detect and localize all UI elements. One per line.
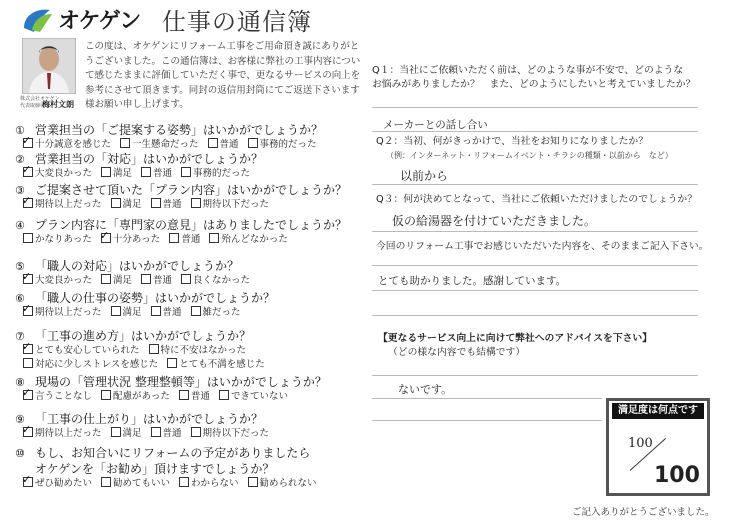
checkbox[interactable] bbox=[181, 167, 191, 177]
option-label: 雑だった bbox=[202, 307, 241, 318]
question-5 bbox=[15, 258, 365, 288]
question-number: ⑥ bbox=[15, 292, 25, 305]
question-text: 現場の「管理状況 整理整頓等」はいかがでしょうか？ bbox=[35, 375, 327, 389]
answer-line bbox=[372, 231, 698, 232]
question-1 bbox=[15, 122, 365, 152]
option-label: 普通 bbox=[190, 391, 210, 402]
option-item[interactable] bbox=[151, 428, 182, 439]
question-title bbox=[15, 182, 365, 198]
option-item[interactable] bbox=[111, 199, 142, 210]
question-title bbox=[15, 258, 365, 274]
position-caption: 代表取締役 bbox=[20, 103, 46, 109]
options-row bbox=[15, 477, 365, 491]
question-title bbox=[15, 151, 365, 167]
checkbox-checked[interactable] bbox=[23, 167, 33, 177]
q2-answer[interactable]: 以前から bbox=[400, 169, 449, 183]
option-item[interactable] bbox=[141, 275, 172, 286]
option-label: 期待以上だった bbox=[35, 307, 102, 318]
option-label: 普通 bbox=[219, 139, 239, 150]
checkbox[interactable] bbox=[208, 138, 218, 148]
option-label: 勧めてもいい bbox=[113, 478, 171, 489]
q5-answer[interactable]: ないです。 bbox=[398, 383, 453, 396]
option-label: 普通 bbox=[162, 428, 182, 439]
answer-line bbox=[372, 290, 698, 291]
option-item[interactable] bbox=[23, 234, 92, 245]
q5-text-line1: 【更なるサービス向上に向けて弊社へのアドバイスを下さい】 bbox=[378, 333, 653, 344]
option-item[interactable] bbox=[23, 345, 140, 356]
option-label: 配慮があった bbox=[113, 391, 170, 402]
option-item[interactable] bbox=[248, 139, 317, 150]
q2-text: Q２：当初、何がきっかけで、当社をお知りになりましたか？ bbox=[376, 136, 649, 147]
option-label: 期待以上だった bbox=[35, 199, 102, 210]
option-label: 普通 bbox=[162, 199, 182, 210]
q5-text-line2: （どの様な内容でも結構です） bbox=[388, 347, 526, 358]
q4-text: 今回のリフォーム工事でお感じいただいた内容を、そのままご記入下さい。 bbox=[376, 241, 709, 252]
checkbox[interactable] bbox=[101, 390, 111, 400]
option-item[interactable] bbox=[167, 359, 265, 370]
question-8 bbox=[15, 374, 365, 404]
question-text: 営業担当の「ご提案する姿勢」はいかがでしょうか？ bbox=[35, 123, 324, 137]
checkbox[interactable] bbox=[151, 198, 161, 208]
question-2 bbox=[15, 151, 365, 181]
question-number: ④ bbox=[15, 219, 25, 232]
option-item[interactable] bbox=[179, 391, 210, 402]
option-label: 満足 bbox=[122, 307, 142, 318]
option-item[interactable] bbox=[111, 428, 142, 439]
question-text: 営業担当の「対応」はいかがでしょうか？ bbox=[35, 152, 264, 166]
okegen-logo-icon bbox=[20, 6, 54, 34]
question-title bbox=[15, 374, 365, 390]
checkbox-checked[interactable] bbox=[23, 427, 33, 437]
option-item[interactable] bbox=[23, 391, 92, 402]
option-label: とても安心していられた bbox=[35, 345, 140, 356]
checkbox[interactable] bbox=[151, 306, 161, 316]
options-row bbox=[15, 344, 365, 358]
option-label: 満足 bbox=[113, 275, 133, 286]
option-item[interactable] bbox=[23, 478, 92, 489]
checkbox-checked[interactable] bbox=[23, 198, 33, 208]
option-label: 十分あった bbox=[112, 234, 161, 245]
question-4 bbox=[15, 217, 365, 247]
checkbox-checked[interactable] bbox=[23, 477, 33, 487]
options-row bbox=[15, 306, 365, 320]
question-title bbox=[15, 217, 365, 233]
q3-answer[interactable]: 仮の給湯器を付けていただきました。 bbox=[392, 214, 597, 228]
checkbox[interactable] bbox=[248, 477, 258, 487]
option-label: とても不満を感じた bbox=[179, 358, 265, 370]
checkbox[interactable] bbox=[111, 427, 121, 437]
option-item[interactable] bbox=[111, 307, 142, 318]
company-caption: 株式会社オケゲン bbox=[20, 96, 60, 102]
score-max: 100 bbox=[654, 463, 700, 488]
question-number: ⑨ bbox=[15, 413, 25, 426]
option-label: 大変良かった bbox=[35, 168, 93, 179]
question-6 bbox=[15, 290, 365, 320]
q1-text-line2: お悩みがありましたか？ また、どのようにしたいと考えていましたか？ bbox=[372, 79, 696, 90]
checkbox[interactable] bbox=[23, 233, 33, 243]
option-item[interactable] bbox=[23, 199, 102, 210]
option-label: 対応に少しストレスを感じた bbox=[35, 358, 159, 370]
option-item[interactable] bbox=[208, 139, 239, 150]
question-text: 「工事の仕上がり」はいかがでしょうか？ bbox=[35, 412, 264, 426]
option-label: 勧められない bbox=[259, 478, 317, 489]
checkbox-checked[interactable] bbox=[101, 233, 111, 243]
checkbox-checked[interactable] bbox=[23, 306, 33, 316]
option-item[interactable] bbox=[23, 307, 102, 318]
checkbox[interactable] bbox=[191, 198, 201, 208]
option-label: 良くなかった bbox=[193, 275, 251, 286]
page-title: 仕事の通信簿 bbox=[162, 8, 312, 36]
option-label: 特に不安はなかった bbox=[160, 345, 247, 356]
question-10 bbox=[15, 445, 365, 491]
intro-paragraph: この度は、オケゲンにリフォーム工事をご用命頂き誠にありがとうございました。この通信簿は、お客様に弊社の工事内容について感じたままに評価していただく事で、更なるサービスの向上を参考にさせて頂きます。同封の返信用封筒にてご返送下さいます様お願い申し上げます。 bbox=[85, 41, 361, 111]
q1-text-line1: Q１：当社にご依頼いただく前は、どのような事が不安で、どのような bbox=[372, 65, 684, 76]
option-label: 事務的だった bbox=[259, 139, 317, 150]
q4-answer[interactable]: とても助かりました。感謝しています。 bbox=[378, 275, 567, 287]
checkbox-checked[interactable] bbox=[23, 390, 33, 400]
options-row bbox=[15, 167, 365, 181]
question-title bbox=[15, 122, 365, 138]
president-signature: 梅村文朗 bbox=[42, 99, 74, 109]
checkbox[interactable] bbox=[191, 306, 201, 316]
option-item[interactable] bbox=[23, 359, 158, 370]
checkbox[interactable] bbox=[111, 198, 121, 208]
checkbox[interactable] bbox=[141, 274, 151, 284]
option-item[interactable] bbox=[23, 275, 92, 286]
option-item[interactable] bbox=[191, 307, 241, 318]
checkbox[interactable] bbox=[219, 390, 229, 400]
option-item[interactable] bbox=[209, 234, 288, 245]
option-item[interactable] bbox=[23, 168, 92, 179]
checkbox[interactable] bbox=[169, 233, 179, 243]
checkbox[interactable] bbox=[120, 138, 130, 148]
brand-name: オケゲン bbox=[58, 9, 141, 34]
question-text-line2: オケゲンを「お勧め」頂けますでしょうか？ bbox=[35, 462, 275, 476]
option-item[interactable] bbox=[120, 139, 199, 150]
question-text: もし、お知合いにリフォームの予定がありましたら bbox=[35, 446, 311, 460]
checkbox[interactable] bbox=[23, 358, 33, 368]
checkbox-checked[interactable] bbox=[23, 138, 33, 148]
options-row bbox=[15, 390, 365, 404]
option-label: 普通 bbox=[162, 307, 182, 318]
option-item[interactable] bbox=[181, 275, 250, 286]
option-label: 事務的だった bbox=[193, 168, 251, 179]
options-row bbox=[15, 198, 365, 212]
question-number: ② bbox=[15, 153, 25, 166]
option-label: 大変良かった bbox=[35, 275, 93, 286]
question-title bbox=[15, 328, 365, 344]
checkbox[interactable] bbox=[149, 344, 159, 354]
option-item[interactable] bbox=[248, 478, 317, 489]
checkbox[interactable] bbox=[101, 274, 111, 284]
option-item[interactable] bbox=[181, 168, 250, 179]
option-label: 満足 bbox=[122, 199, 142, 210]
option-item[interactable] bbox=[101, 168, 132, 179]
option-label: わからない bbox=[191, 478, 239, 489]
option-item[interactable] bbox=[101, 478, 170, 489]
option-item[interactable] bbox=[23, 139, 111, 150]
checkbox[interactable] bbox=[179, 390, 189, 400]
option-label: 言うことなし bbox=[35, 391, 93, 402]
option-item[interactable] bbox=[141, 168, 172, 179]
question-3 bbox=[15, 182, 365, 212]
checkbox-checked[interactable] bbox=[23, 344, 33, 354]
answer-line bbox=[372, 315, 698, 316]
question-text: 「工事の進め方」はいかがでしょうか？ bbox=[35, 329, 252, 343]
checkbox[interactable] bbox=[179, 477, 189, 487]
checkbox[interactable] bbox=[209, 233, 219, 243]
checkbox[interactable] bbox=[111, 306, 121, 316]
score-handwritten[interactable]: 100 bbox=[628, 436, 653, 451]
question-text: 「職人の対応」はいかがでしょうか？ bbox=[35, 259, 240, 273]
question-number: ⑦ bbox=[15, 330, 25, 343]
question-text: プラン内容に「専門家の意見」はありましたでしょうか？ bbox=[35, 218, 348, 232]
option-item[interactable] bbox=[169, 234, 200, 245]
q1-answer[interactable]: メーカーとの話し合い bbox=[383, 119, 488, 131]
option-label: 普通 bbox=[153, 168, 173, 179]
option-item[interactable] bbox=[191, 199, 270, 210]
option-label: 普通 bbox=[181, 234, 201, 245]
question-number: ⑤ bbox=[15, 260, 25, 273]
options-row bbox=[15, 358, 365, 372]
footer-thanks: ご記入ありがとうございました。 bbox=[572, 507, 715, 518]
option-label: 期待以下だった bbox=[202, 199, 270, 210]
option-label: 期待以下だった bbox=[202, 428, 270, 439]
option-label: 期待以上だった bbox=[35, 428, 102, 439]
option-item[interactable] bbox=[101, 391, 170, 402]
option-item[interactable] bbox=[151, 307, 182, 318]
question-9 bbox=[15, 411, 365, 441]
question-7 bbox=[15, 328, 365, 371]
question-text: 「職人の仕事の姿勢」はいかがでしょうか？ bbox=[35, 291, 276, 305]
option-item[interactable] bbox=[219, 391, 288, 402]
answer-line bbox=[372, 375, 698, 376]
question-title bbox=[15, 411, 365, 427]
checkbox[interactable] bbox=[248, 138, 258, 148]
question-number: ① bbox=[15, 124, 25, 137]
option-item[interactable] bbox=[101, 275, 132, 286]
q3-text: Q３：何が決めてとなって、当社にご依頼いただけましたのでしょうか？ bbox=[376, 194, 698, 205]
option-label: ぜひ勧めたい bbox=[35, 478, 93, 489]
option-label: 普通 bbox=[153, 275, 173, 286]
option-label: かなりあった bbox=[35, 234, 92, 245]
option-item[interactable] bbox=[151, 199, 182, 210]
option-item[interactable] bbox=[23, 428, 102, 439]
option-label: 一生懸命だった bbox=[132, 139, 199, 150]
option-item[interactable] bbox=[191, 428, 270, 439]
option-item[interactable] bbox=[101, 234, 160, 245]
options-row bbox=[15, 233, 365, 247]
option-item[interactable] bbox=[149, 345, 247, 356]
president-photo bbox=[22, 38, 76, 94]
option-label: できていない bbox=[230, 391, 288, 402]
option-label: 満足 bbox=[122, 428, 142, 439]
question-number: ⑩ bbox=[15, 447, 25, 460]
option-label: 殆んどなかった bbox=[221, 234, 288, 245]
options-row bbox=[15, 427, 365, 441]
checkbox[interactable] bbox=[181, 274, 191, 284]
score-heading: 満足度は何点ですか？ bbox=[612, 403, 704, 419]
option-item[interactable] bbox=[179, 478, 239, 489]
checkbox[interactable] bbox=[101, 167, 111, 177]
checkbox[interactable] bbox=[141, 167, 151, 177]
checkbox[interactable] bbox=[151, 427, 161, 437]
question-title bbox=[15, 445, 365, 461]
answer-line bbox=[372, 184, 698, 185]
answer-line bbox=[372, 265, 698, 266]
checkbox[interactable] bbox=[191, 427, 201, 437]
checkbox[interactable] bbox=[101, 477, 111, 487]
options-row bbox=[15, 274, 365, 288]
question-number: ③ bbox=[15, 184, 25, 197]
question-title bbox=[15, 290, 365, 306]
checkbox-checked[interactable] bbox=[23, 274, 33, 284]
answer-line bbox=[372, 107, 698, 108]
option-label: 満足 bbox=[113, 168, 133, 179]
answer-line bbox=[372, 420, 602, 421]
q2-example: （例：インターネット・リフォームイベント・チラシの種類・以前から など） bbox=[386, 151, 673, 160]
answer-line bbox=[372, 398, 602, 399]
option-label: 十分誠意を感じた bbox=[35, 139, 112, 150]
question-text: ご提案させて頂いた「プラン内容」はいかがでしょうか？ bbox=[35, 183, 348, 197]
options-row bbox=[15, 138, 365, 152]
checkbox[interactable] bbox=[167, 358, 177, 368]
question-number: ⑧ bbox=[15, 376, 25, 389]
